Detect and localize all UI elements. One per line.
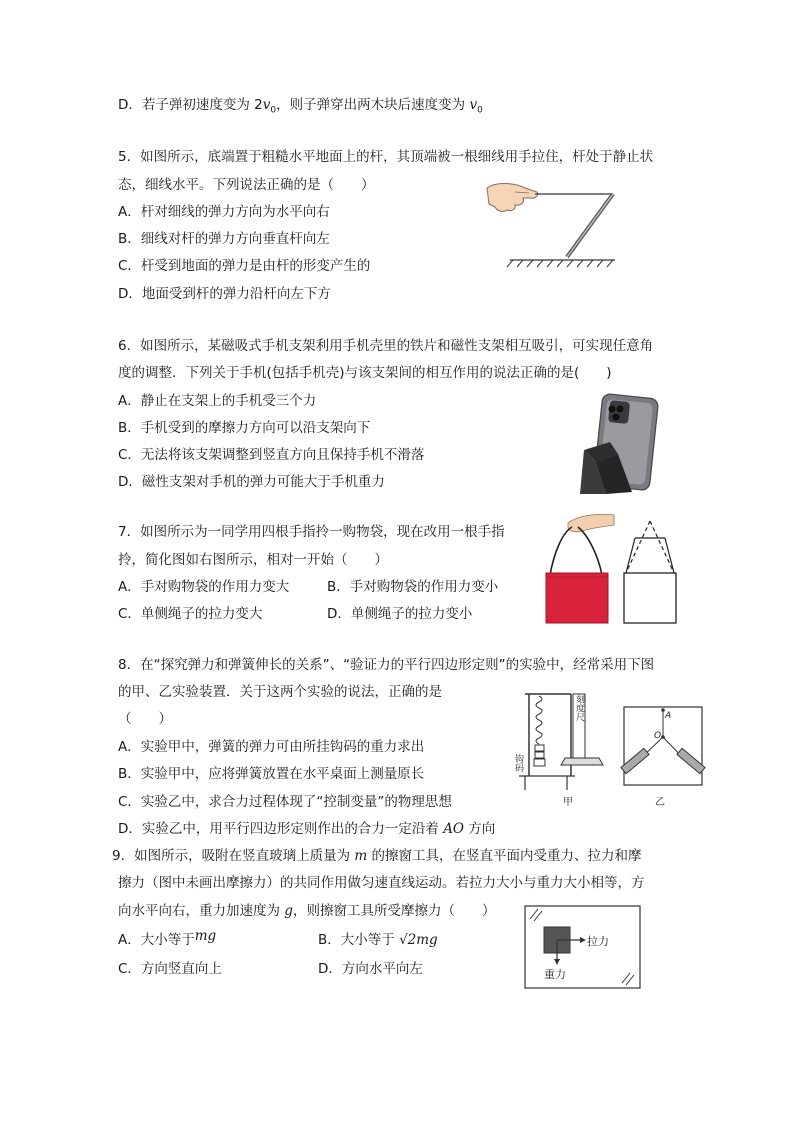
bag-box [624,573,676,623]
q8-stem-line2: 的甲、乙实验装置．关于这两个实验的说法，正确的是 [118,684,442,700]
q6-option-a: A．静止在支架上的手机受三个力 [118,393,317,409]
q7-option-a: A．手对购物袋的作用力变大 [118,579,290,595]
q9-stem-line3 [118,901,495,921]
yi-label: 乙 [655,797,665,808]
v0-symbol-end: v [469,97,478,113]
q9-stem-line2: 擦力（图中未画出摩擦力）的共同作用做匀速直线运动。若拉力大小与重力大小相等，方 [118,875,645,891]
pull-force-label: 拉力 [587,935,609,948]
q9-option-b [318,930,438,950]
q9-option-d: D．方向水平向左 [318,961,423,977]
q7-option-b: B．手对购物袋的作用力变小 [327,579,499,595]
q5-option-b: B．细线对杆的弹力方向垂直杆向左 [118,231,330,247]
q4-d-prefix: D．若子弹初速度变为 2 [118,97,263,113]
weight-label: 钩码 [513,754,523,772]
q5-stem-line1: 5．如图所示，底端置于粗糙水平地面上的杆，其顶端被一根细线用手拉住，杆处于静止状 [118,149,654,165]
q8-figure-yi-parallelogram [618,697,710,810]
spring [536,696,542,744]
q8-figure-jia-spring [515,688,608,810]
m-symbol: m [354,848,368,864]
q8-stem-line1: 8．在“探究弹力和弹簧伸长的关系”、“验证力的平行四边形定则”的实验中，经常采用下图 [118,657,655,673]
q8-option-a: A．实验甲中，弹簧的弹力可由所挂钩码的重力求出 [118,739,425,755]
q9-l1-a: 9．如图所示，吸附在竖直玻璃上质量为 [112,848,355,864]
hand-icon [568,514,614,532]
q9-l3-b: ，则擦窗工具所受摩擦力（ ） [292,903,496,919]
q5-option-d: D．地面受到杆的弹力沿杆向左下方 [118,286,331,302]
q9-figure-window-cleaner [524,905,642,990]
hand-icon [487,184,538,212]
q9-a-prefix: A．大小等于 [118,932,195,948]
q9-stem-line1 [112,846,642,866]
bag-straps [550,527,602,575]
q9-option-c: C．方向竖直向上 [118,961,222,977]
q5-stem-line2: 态，细线水平。下列说法正确的是（ ） [118,177,375,193]
gravity-label: 重力 [544,968,566,981]
q7-option-d: D．单侧绳子的拉力变小 [327,606,473,622]
q6-stem-line1: 6．如图所示，某磁吸式手机支架利用手机壳里的铁片和磁性支架相互吸引，可实现任意角 [118,338,654,354]
q8-d-prefix: D．实验乙中，用平行四边形定则作出的合力一定沿着 [118,821,444,837]
q5-figure-rod-and-hand [485,180,620,270]
q5-option-c: C．杆受到地面的弹力是由杆的形变产生的 [118,258,371,274]
q8-option-c: C．实验乙中，求合力过程体现了“控制变量”的物理思想 [118,794,452,810]
q6-option-b: B．手机受到的摩擦力方向可以沿支架向下 [118,420,371,436]
q9-l3-a: 向水平向右，重力加速度为 [118,903,285,919]
v0-subscript-end: 0 [477,105,483,116]
q8-option-d [118,819,495,839]
q8-option-b: B．实验甲中，应将弹簧放置在水平桌面上测量原长 [118,766,425,782]
q5-option-a: A．杆对细线的弹力方向为水平向右 [118,204,330,220]
v0-symbol: v [262,97,271,113]
mg-symbol: mg [194,928,217,944]
point-a-label: A [665,711,672,721]
red-bag [546,573,608,623]
point-o-label: O [654,731,662,741]
q4-option-d [118,95,483,121]
glass-pane [525,906,640,988]
q7-figure-simplified-bag [621,518,679,626]
q7-option-c: C．单侧绳子的拉力变大 [118,606,263,622]
q6-figure-phone-stand [570,392,660,497]
sqrt2-mg-symbol: √2mg [399,932,438,948]
v0-subscript: 0 [270,105,277,116]
jia-label: 甲 [563,797,573,808]
q6-option-c: C．无法将该支架调整到竖直方向且保持手机不滑落 [118,447,425,463]
q6-option-d: D．磁性支架对手机的弹力可能大于手机重力 [118,474,385,490]
q8-stem-line3: （ ） [118,711,172,727]
q9-b-prefix: B．大小等于 [318,932,400,948]
q6-stem-line2: 度的调整．下列关于手机(包括手机壳)与该支架间的相互作用的说法正确的是( ) [118,365,612,381]
q4-d-mid: ，则子弹穿出两木块后速度变为 [276,97,470,113]
ruler-label: 刻度尺 [574,694,584,722]
q9-option-a [118,930,216,950]
q9-l1-b: 的擦窗工具，在竖直平面内受重力、拉力和摩 [367,848,642,864]
q7-stem-line1: 7．如图所示为一同学用四根手指拎一购物袋，现在改用一根手指 [118,524,505,540]
g-symbol: g [284,903,293,919]
ao-symbol: AO [443,821,465,837]
q7-figure-shopping-bag [538,513,618,625]
q7-stem-line2: 拎，简化图如右图所示，相对一开始（ ） [118,552,388,568]
q8-d-suffix: 方向 [464,821,496,837]
